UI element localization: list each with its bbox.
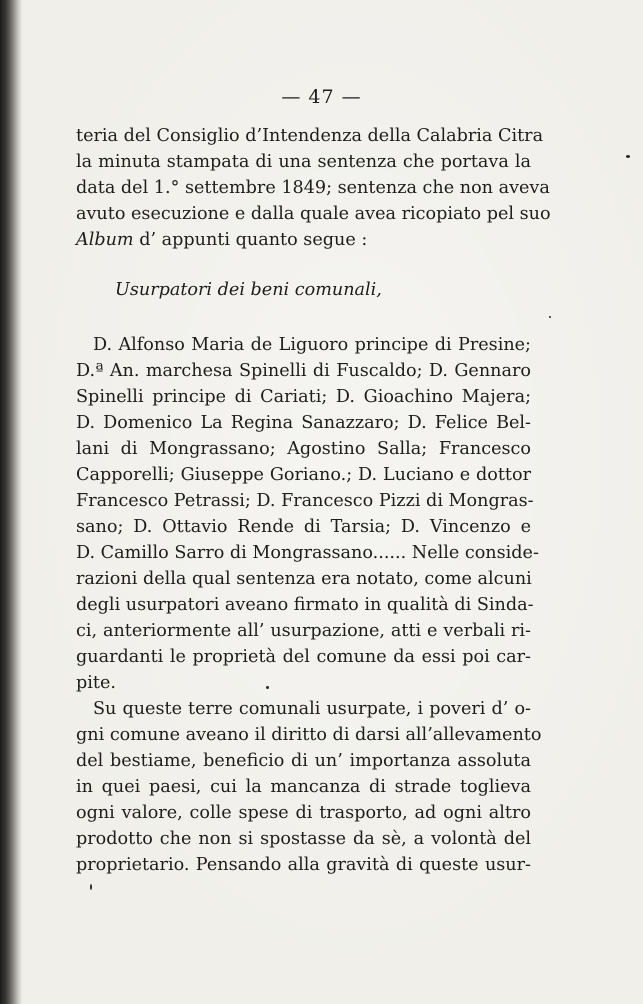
text-line: D. Camillo Sarro di Mongrassano...... Nelle conside- — [76, 543, 539, 563]
text-line: sano; D. Ottavio Rende di Tarsia; D. Vincenzo e — [76, 517, 531, 537]
text-line-rest: d’ appunti quanto segue : — [133, 230, 368, 250]
page-number: — 47 — — [281, 86, 362, 108]
book-spine-shadow — [0, 0, 22, 1004]
text-line: la minuta stampata di una sentenza che portava la — [76, 152, 531, 172]
text-line: ogni valore, colle spese di trasporto, ad ogni altro — [76, 803, 531, 823]
paper-speck — [266, 686, 269, 689]
text-line: proprietario. Pensando alla gravità di queste usur- — [76, 855, 531, 875]
text-line: Francesco Petrassi; D. Francesco Pizzi di Mongras- — [76, 491, 534, 511]
text-line: del bestiame, beneficio di un’ importanza assoluta — [76, 751, 531, 771]
text-line: pite. — [76, 673, 116, 693]
text-line: ci, anteriormente all’ usurpazione, atti e verbali ri- — [76, 621, 531, 641]
section-heading: Usurpatori dei beni comunali, — [115, 280, 382, 300]
paper-speck — [90, 884, 92, 890]
text-line: gni comune aveano il diritto di darsi all’allevamento — [76, 725, 542, 745]
text-line: D. Domenico La Regina Sanazzaro; D. Felice Bel- — [76, 413, 531, 433]
text-line: Spinelli principe di Cariati; D. Gioachino Majera; — [76, 387, 531, 407]
text-line: teria del Consiglio d’Intendenza della Calabria Citra — [76, 126, 544, 146]
text-line: in quei paesi, cui la mancanza di strade toglieva — [76, 777, 531, 797]
text-line — [76, 228, 531, 252]
paper-speck — [626, 155, 630, 158]
text-line: razioni della qual sentenza era notato, come alcuni — [76, 569, 532, 589]
paper-speck — [549, 316, 551, 318]
text-line: guardanti le proprietà del comune da essi poi car- — [76, 647, 531, 667]
text-line: degli usurpatori aveano firmato in qualità di Sinda- — [76, 595, 534, 615]
text-line: D. Alfonso Maria de Liguoro principe di Presine; — [93, 335, 531, 355]
album-italic-word: Album — [76, 230, 134, 250]
text-line: Su queste terre comunali usurpate, i poveri d’ o- — [93, 699, 531, 719]
text-line: avuto esecuzione e dalla quale avea ricopiato pel suo — [76, 204, 551, 224]
text-line: data del 1.° settembre 1849; sentenza che non aveva — [76, 178, 550, 198]
text-line: prodotto che non si spostasse da sè, a volontà del — [76, 829, 531, 849]
text-line: D.ª An. marchesa Spinelli di Fuscaldo; D. Gennaro — [76, 361, 531, 381]
text-line: Capporelli; Giuseppe Goriano.; D. Luciano e dottor — [76, 465, 531, 485]
text-line: lani di Mongrassano; Agostino Salla; Francesco — [76, 439, 531, 459]
